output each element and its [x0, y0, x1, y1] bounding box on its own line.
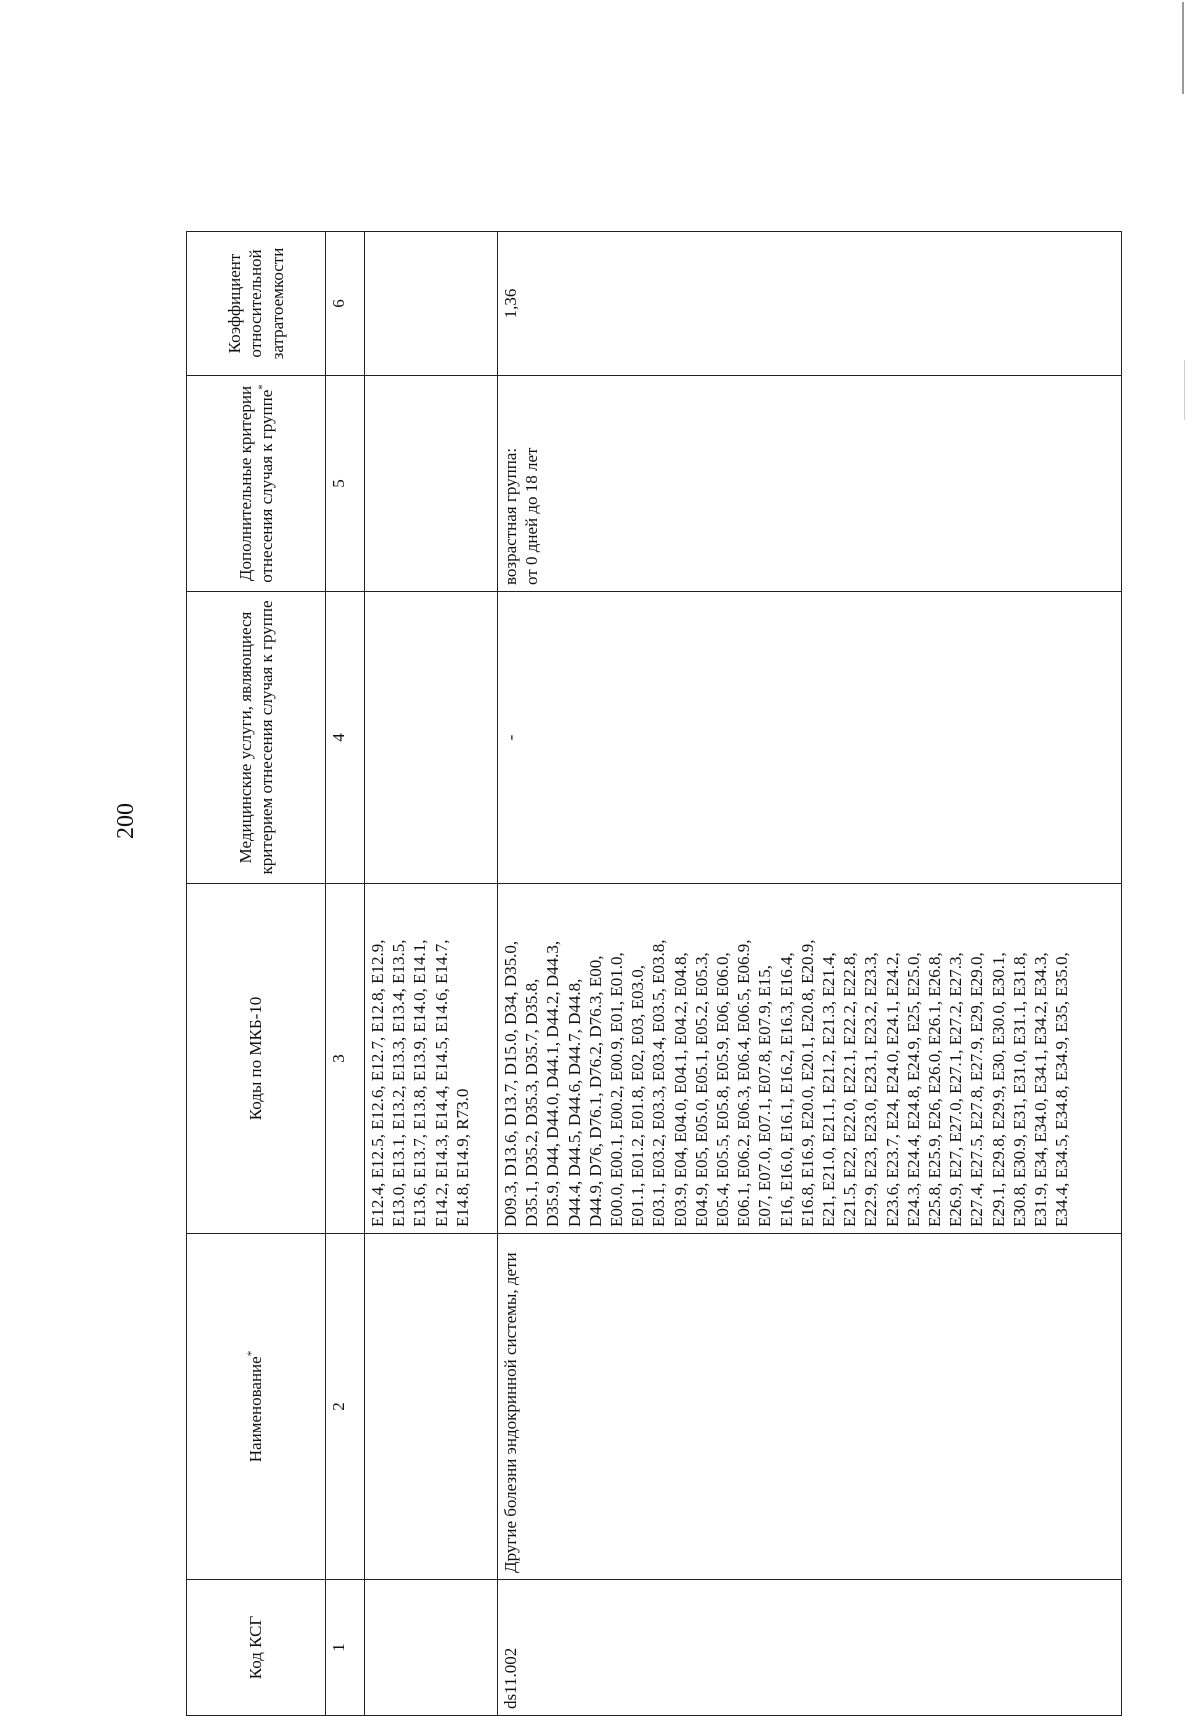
column-number: 1: [326, 1580, 365, 1716]
name-cell: Другие болезни эндокринной системы, дети: [498, 1234, 1122, 1580]
column-number: 2: [326, 1234, 365, 1580]
column-number: 4: [326, 592, 365, 884]
icd10-codes-cell: E12.4, E12.5, E12.6, E12.7, E12.8, E12.9, E13.0, E13.1, E13.2, E13.3, E13.4, E13.5, E13.6, E13.7, E13.8, E13.9, E14.0, E14.1, E14.2, E14.3, E14.4, E14.5, E14.6, E14.7, E14.8, E14.9, R73.0: [365, 884, 498, 1234]
services-cell: -: [498, 592, 1122, 884]
footnote-mark: *: [245, 1350, 258, 1357]
column-number-row: [326, 232, 365, 1716]
coefficient-cell: 1,36: [498, 232, 1122, 376]
ksg-table: [186, 231, 1122, 1716]
column-number: 5: [326, 376, 365, 592]
header-ksg-code: Код КСГ: [187, 1580, 326, 1716]
header-additional-criteria: Дополнительные критерии отнесения случая к группе*: [187, 376, 326, 592]
name-cell: [365, 1234, 498, 1580]
coefficient-cell: [365, 232, 498, 376]
table-row: [498, 232, 1122, 1716]
column-number: 6: [326, 232, 365, 376]
header-medical-services: Медицинские услуги, являющиеся критерием отнесения случая к группе: [187, 592, 326, 884]
header-row: [187, 232, 326, 1716]
scan-edge-mark: [1184, 360, 1185, 420]
page-number: 200: [113, 803, 139, 839]
footnote-mark: *: [256, 384, 269, 390]
ksg-code-cell: [365, 1580, 498, 1716]
rotated-table-container: [186, 232, 1122, 1716]
ksg-code-cell: ds11.002: [498, 1580, 1122, 1716]
header-name: Наименование*: [187, 1234, 326, 1580]
header-cost-coefficient: Коэффициент относительной затратоемкости: [187, 232, 326, 376]
services-cell: [365, 592, 498, 884]
header-icd10-codes: Коды по МКБ-10: [187, 884, 326, 1234]
column-number: 3: [326, 884, 365, 1234]
table-row: [365, 232, 498, 1716]
criteria-cell: [365, 376, 498, 592]
scan-edge-mark: [1182, 2, 1184, 94]
icd10-codes-cell: D09.3, D13.6, D13.7, D15.0, D34, D35.0, D35.1, D35.2, D35.3, D35.7, D35.8, D35.9, D44, D44.0, D44.1, D44.2, D44.3, D44.4, D44.5, D44.6, D44.7, D44.8, D44.9, D76, D76.1, D76.2, D76.3, E00, E00.0, E00.1, E00.2, E00.9, E01, E01.0, E01.1, E01.2, E01.8, E02, E03, E03.0, E03.1, E03.2, E03.3, E03.4, E03.5, E03.8, E03.9, E04, E04.0, E04.1, E04.2, E04.8, E04.9, E05, E05.0, E05.1, E05.2, E05.3, E05.4, E05.5, E05.8, E05.9, E06, E06.0, E06.1, E06.2, E06.3, E06.4, E06.5, E06.9, E07, E07.0, E07.1, E07.8, E07.9, E15, E16, E16.0, E16.1, E16.2, E16.3, E16.4, E16.8, E16.9, E20.0, E20.1, E20.8, E20.9, E21, E21.0, E21.1, E21.2, E21.3, E21.4, E21.5, E22, E22.0, E22.1, E22.2, E22.8, E22.9, E23, E23.0, E23.1, E23.2, E23.3, E23.6, E23.7, E24, E24.0, E24.1, E24.2, E24.3, E24.4, E24.8, E24.9, E25, E25.0, E25.8, E25.9, E26, E26.0, E26.1, E26.8, E26.9, E27, E27.0, E27.1, E27.2, E27.3, E27.4, E27.5, E27.8, E27.9, E29, E29.0, E29.1, E29.8, E29.9, E30, E30.0, E30.1, E30.8, E30.9, E31, E31.0, E31.1, E31.8, E31.9, E34, E34.0, E34.1, E34.2, E34.3, E34.4, E34.5, E34.8, E34.9, E35, E35.0,: [498, 884, 1122, 1234]
criteria-cell: возрастная группа: от 0 дней до 18 лет: [498, 376, 1122, 592]
